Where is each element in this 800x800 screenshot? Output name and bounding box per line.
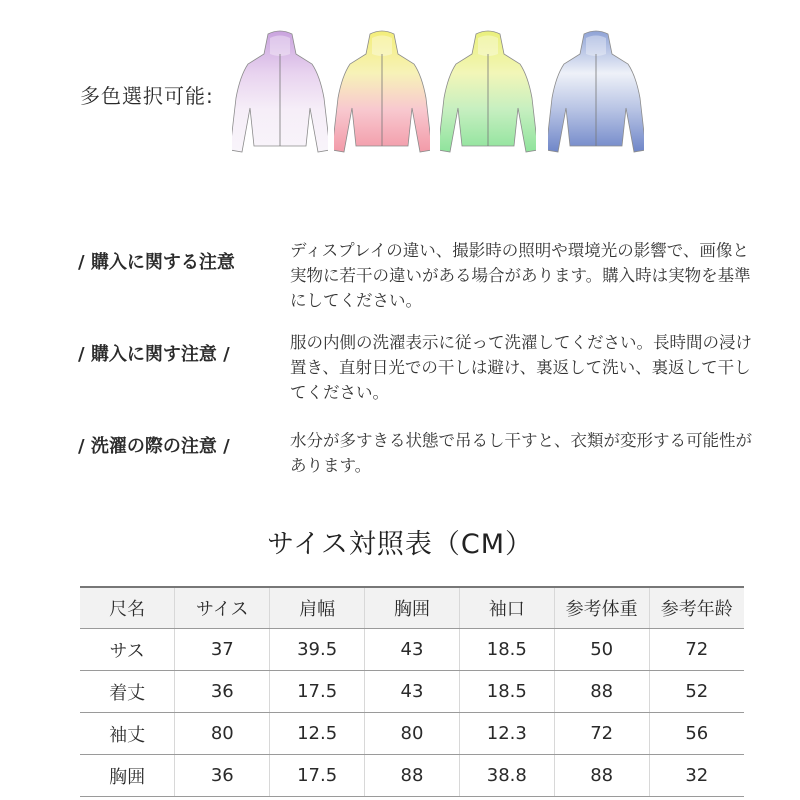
size-table-header-cell: 尺名 — [80, 587, 175, 629]
size-table — [80, 586, 744, 797]
note-heading: / 洗濯の際の注意 / — [78, 436, 230, 457]
note-heading: / 購入に関す注意 / — [78, 344, 230, 365]
size-table-cell: 88 — [554, 755, 649, 797]
size-table-cell: 88 — [365, 755, 460, 797]
size-table-cell: 39.5 — [270, 629, 365, 671]
size-table-title: サイス対照表（CM） — [267, 529, 533, 560]
size-table-row — [80, 629, 744, 671]
size-table-cell: 着丈 — [80, 671, 175, 713]
note-text: ディスプレイの違い、撮影時の照明や環境光の影響で、画像と実物に若干の違いがある場合があります。購入時は実物を基準にしてください。 — [290, 241, 751, 310]
size-table-cell: 37 — [175, 629, 270, 671]
size-table-cell: 17.5 — [270, 671, 365, 713]
hoodie-yellow-pink — [334, 28, 430, 156]
size-table-cell: 80 — [365, 713, 460, 755]
size-table-cell: 18.5 — [459, 629, 554, 671]
size-table-cell: 胸囲 — [80, 755, 175, 797]
size-table-cell: 52 — [649, 671, 744, 713]
size-table-header-cell: 肩幅 — [270, 587, 365, 629]
hoodie-pink-purple — [232, 28, 328, 156]
size-table-cell: 72 — [649, 629, 744, 671]
size-table-cell: サス — [80, 629, 175, 671]
size-table-cell: 32 — [649, 755, 744, 797]
size-table-cell: 72 — [554, 713, 649, 755]
size-table-cell: 43 — [365, 629, 460, 671]
size-table-cell: 12.3 — [459, 713, 554, 755]
size-table-cell: 12.5 — [270, 713, 365, 755]
note-text: 水分が多すきる状態で吊るし干すと、衣類が変形する可能性があります。 — [290, 431, 752, 475]
size-table-header-cell: 参考年龄 — [649, 587, 744, 629]
hoodie-yellow-green — [440, 28, 536, 156]
size-table-cell: 88 — [554, 671, 649, 713]
size-table-header-cell: 袖口 — [459, 587, 554, 629]
size-table-header-cell: サイス — [175, 587, 270, 629]
size-table-row — [80, 671, 744, 713]
size-table-cell: 38.8 — [459, 755, 554, 797]
size-table-header-cell: 参考体重 — [554, 587, 649, 629]
size-table-cell: 36 — [175, 671, 270, 713]
size-table-header-cell: 胸囲 — [365, 587, 460, 629]
size-table-cell: 80 — [175, 713, 270, 755]
size-table-cell: 36 — [175, 755, 270, 797]
size-table-row — [80, 755, 744, 797]
size-table-cell: 17.5 — [270, 755, 365, 797]
size-table-header-row — [80, 587, 744, 629]
size-table-cell: 袖丈 — [80, 713, 175, 755]
size-table-cell: 43 — [365, 671, 460, 713]
colors-label: 多色選択可能: — [80, 84, 214, 108]
size-table-cell: 56 — [649, 713, 744, 755]
hoodie-white-blue — [548, 28, 644, 156]
size-table-cell: 50 — [554, 629, 649, 671]
note-heading: / 購入に関する注意 — [78, 252, 235, 273]
size-table-cell: 18.5 — [459, 671, 554, 713]
size-table-row — [80, 713, 744, 755]
note-text: 服の内側の洗濯表示に従って洗濯してください。長時間の浸け置き、直射日光での干しは避け、裏返して洗い、裏返して干してください。 — [290, 333, 752, 402]
